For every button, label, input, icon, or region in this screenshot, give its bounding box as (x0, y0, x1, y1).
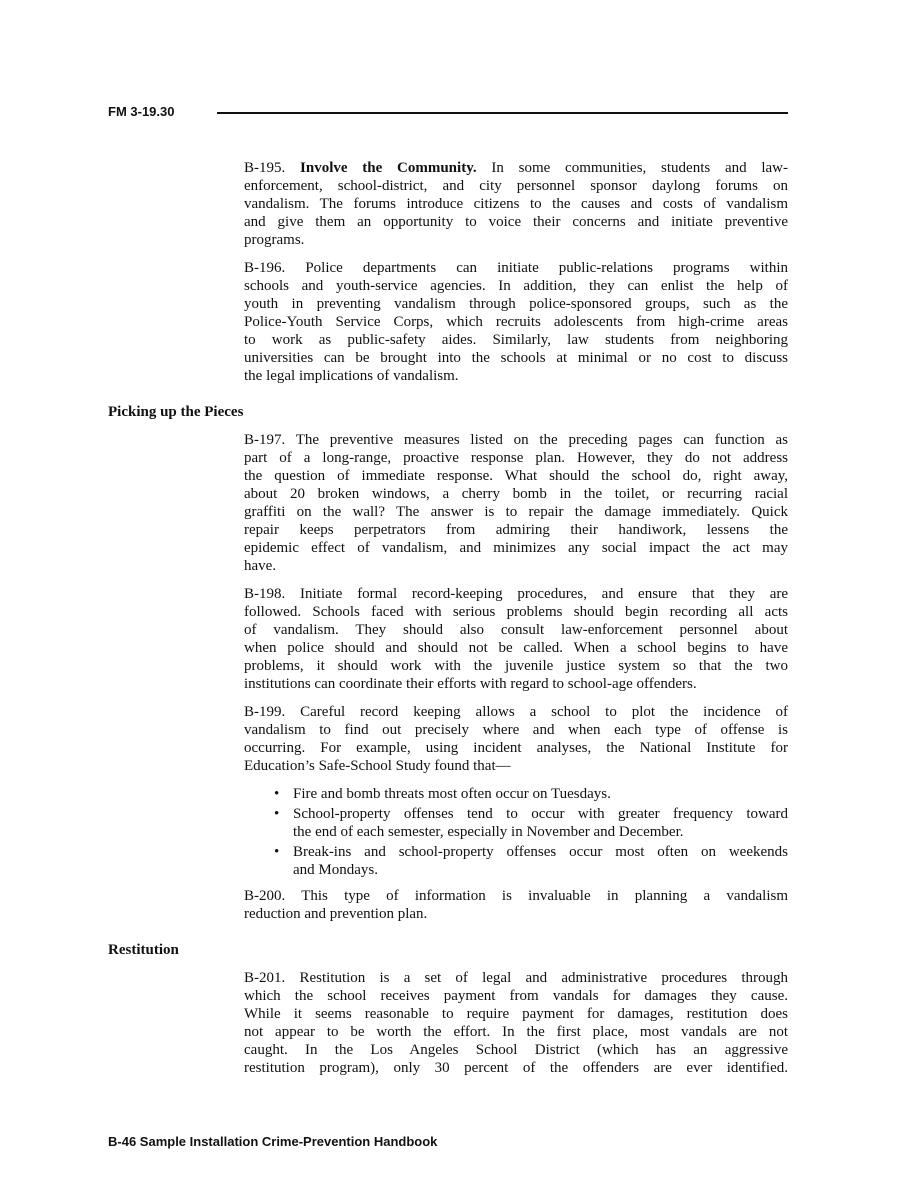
bullet-icon: • (274, 786, 280, 802)
text-line: epidemic effect of vandalism, and minimizes any social impact the act may (244, 540, 788, 556)
text-line: B-195. Involve the Community. In some communities, students and law- (244, 160, 789, 176)
header-rule (217, 112, 788, 114)
text-line: followed. Schools faced with serious problems should begin recording all acts (244, 604, 788, 620)
text-line: of vandalism. They should also consult law-enforcement personnel about (244, 622, 788, 638)
section-heading: Picking up the Pieces (108, 404, 244, 420)
paragraph-b-200 (244, 887, 788, 923)
text-line: and give them an opportunity to voice their concerns and initiate preventive (244, 214, 788, 230)
bullet-icon: • (274, 844, 280, 860)
paragraph-number: B-196. (244, 260, 306, 276)
paragraph-b-198 (244, 585, 788, 693)
document-body (108, 159, 788, 1087)
text-line: which the school receives payment from vandals for damages they cause. (244, 988, 788, 1004)
text-line: the question of immediate response. What should the school do, right away, (244, 468, 788, 484)
text-line: repair keeps perpetrators from admiring their handiwork, lessens the (244, 522, 788, 538)
text-line: Break-ins and school-property offenses occur most often on weekends (293, 844, 788, 860)
paragraph-number: B-195. (244, 160, 301, 176)
text-line: reduction and prevention plan. (244, 906, 428, 922)
text-line: part of a long-range, proactive response plan. However, they do not address (244, 450, 788, 466)
text-line: universities can be brought into the schools at minimal or no cost to discuss (244, 350, 788, 366)
paragraph-b-201 (244, 969, 788, 1077)
bullet-list (244, 785, 788, 879)
text-line: to work as public-safety aides. Similarly, law students from neighboring (244, 332, 788, 348)
text-line: B-201. Restitution is a set of legal and administrative procedures through (244, 970, 788, 986)
text-line: B-200. This type of information is invaluable in planning a vandalism (244, 888, 789, 904)
text-line: problems, it should work with the juvenile justice system so that the two (244, 658, 788, 674)
text-line: B-197. The preventive measures listed on the preceding pages can function as (244, 432, 789, 448)
paragraph-number: B-201. (244, 970, 300, 986)
paragraph-b-199 (244, 703, 788, 775)
text-line: vandalism to find out precisely where and when each type of offense is (244, 722, 788, 738)
text-line: enforcement, school-district, and city personnel sponsor daylong forums on (244, 178, 788, 194)
text-line: graffiti on the wall? The answer is to repair the damage immediately. Quick (244, 504, 788, 520)
text-line: While it seems reasonable to require payment for damages, restitution does (244, 1006, 788, 1022)
text-line: not appear to be worth the effort. In the first place, most vandals are not (244, 1024, 788, 1040)
text-line: caught. In the Los Angeles School District (which has an aggressive (244, 1042, 788, 1058)
text-line: schools and youth-service agencies. In addition, they can enlist the help of (244, 278, 788, 294)
bullet-item (244, 843, 788, 879)
text-line: vandalism. The forums introduce citizens to the causes and costs of vandalism (244, 196, 788, 212)
text-line: have. (244, 558, 277, 574)
section-heading: Restitution (108, 942, 179, 958)
text-line: School-property offenses tend to occur with greater frequency toward (293, 806, 788, 822)
text-line: institutions can coordinate their efforts with regard to school-age offenders. (244, 676, 697, 692)
text-line: Fire and bomb threats most often occur on Tuesdays. (293, 786, 611, 802)
paragraph-b-195 (244, 159, 788, 249)
page-footer: B-46 Sample Installation Crime-Prevention Handbook (108, 1134, 438, 1149)
paragraph-number: B-199. (244, 704, 301, 720)
text-line: occurring. For example, using incident analyses, the National Institute for (244, 740, 788, 756)
text-line: B-198. Initiate formal record-keeping procedures, and ensure that they are (244, 586, 789, 602)
text-line: the end of each semester, especially in November and December. (293, 824, 684, 840)
bullet-icon: • (274, 806, 280, 822)
text-line: restitution program), only 30 percent of the offenders are ever identified. (244, 1060, 788, 1076)
paragraph-b-196 (244, 259, 788, 385)
paragraph-b-197 (244, 431, 788, 575)
bullet-item (244, 805, 788, 841)
text-line: and Mondays. (293, 862, 378, 878)
text-line: Education’s Safe-School Study found that— (244, 758, 511, 774)
text-line: Police-Youth Service Corps, which recruits adolescents from high-crime areas (244, 314, 788, 330)
text-line: the legal implications of vandalism. (244, 368, 459, 384)
bullet-item (244, 785, 788, 803)
paragraph-number: B-197. (244, 432, 296, 448)
paragraph-number: B-198. (244, 586, 300, 602)
text-line: B-196. Police departments can initiate public-relations programs within (244, 260, 789, 276)
document-id-header: FM 3-19.30 (108, 104, 175, 119)
text-line: programs. (244, 232, 305, 248)
text-line: youth in preventing vandalism through police-sponsored groups, such as the (244, 296, 788, 312)
text-line: B-199. Careful record keeping allows a school to plot the incidence of (244, 704, 788, 720)
text-line: about 20 broken windows, a cherry bomb in the toilet, or recurring racial (244, 486, 788, 502)
paragraph-title: Involve the Community. (300, 160, 492, 176)
paragraph-number: B-200. (244, 888, 302, 904)
text-line: when police should and should not be called. When a school begins to have (244, 640, 788, 656)
